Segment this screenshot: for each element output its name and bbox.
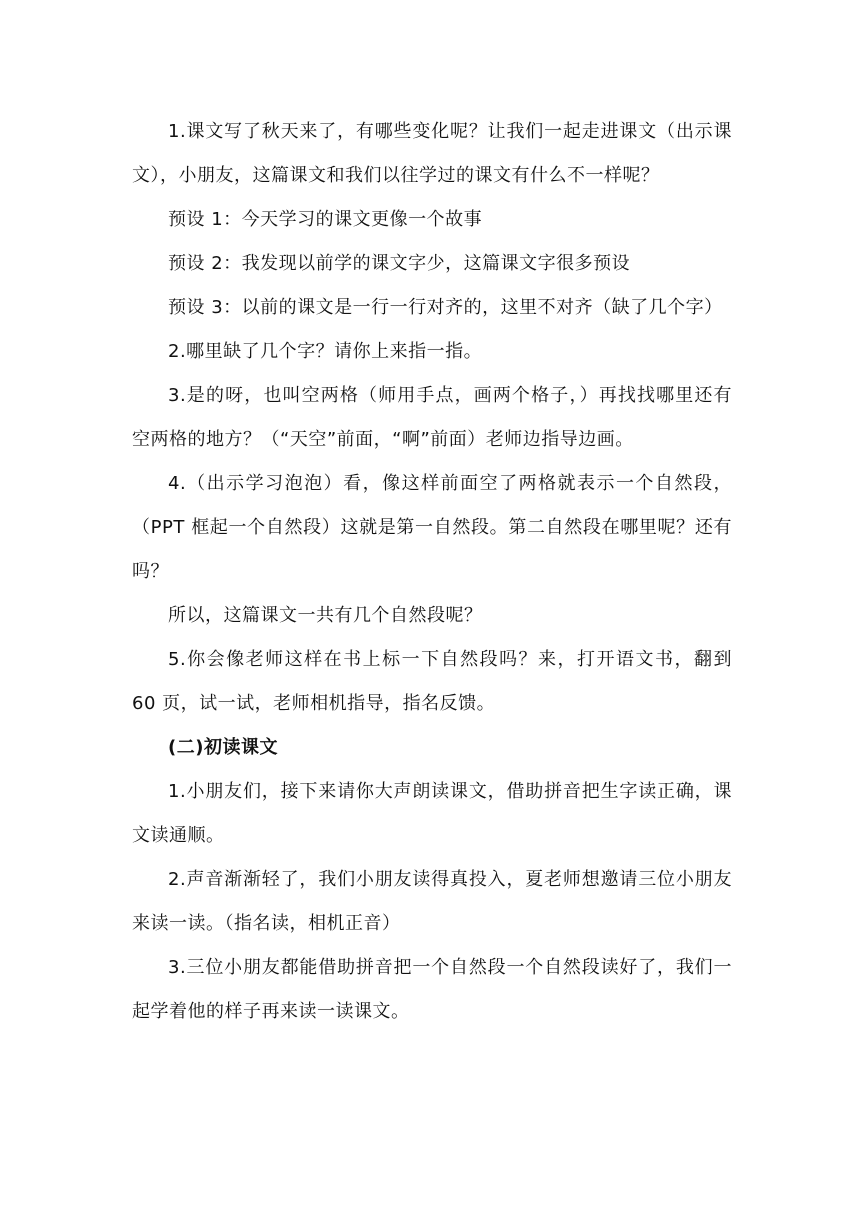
paragraph-3: 3.是的呀，也叫空两格（师用手点，画两个格子，）再找找哪里还有空两格的地方？（“天空”前面，“啊”前面）老师边指导边画。 <box>132 385 732 450</box>
paragraph-preset-2: 预设 2：我发现以前学的课文字少，这篇课文字很多预设 <box>168 253 631 274</box>
paragraph-2: 2.哪里缺了几个字？请你上来指一指。 <box>168 341 483 362</box>
paragraph-4: 4.（出示学习泡泡）看，像这样前面空了两格就表示一个自然段，（PPT 框起一个自然段）这就是第一自然段。第二自然段在哪里呢？还有吗？ <box>132 473 732 582</box>
reading-step-1: 1.小朋友们，接下来请你大声朗读课文，借助拼音把生字读正确，课文读通顺。 <box>132 781 732 846</box>
section-heading: (二)初读课文 <box>168 737 278 758</box>
paragraph-preset-1: 预设 1：今天学习的课文更像一个故事 <box>168 209 483 230</box>
paragraph-5: 5.你会像老师这样在书上标一下自然段吗？来，打开语文书，翻到 60 页，试一试，老师相机指导，指名反馈。 <box>132 649 732 714</box>
reading-step-3: 3.三位小朋友都能借助拼音把一个自然段一个自然段读好了，我们一起学着他的样子再来读一读课文。 <box>132 957 732 1022</box>
paragraph-question: 所以，这篇课文一共有几个自然段呢？ <box>168 605 483 626</box>
reading-step-2: 2.声音渐渐轻了，我们小朋友读得真投入，夏老师想邀请三位小朋友来读一读。（指名读，相机正音） <box>132 869 732 934</box>
paragraph-1: 1.课文写了秋天来了，有哪些变化呢？让我们一起走进课文（出示课文），小朋友，这篇课文和我们以往学过的课文有什么不一样呢？ <box>132 121 732 186</box>
paragraph-preset-3: 预设 3：以前的课文是一行一行对齐的，这里不对齐（缺了几个字） <box>168 297 723 318</box>
document-body <box>132 110 732 1034</box>
